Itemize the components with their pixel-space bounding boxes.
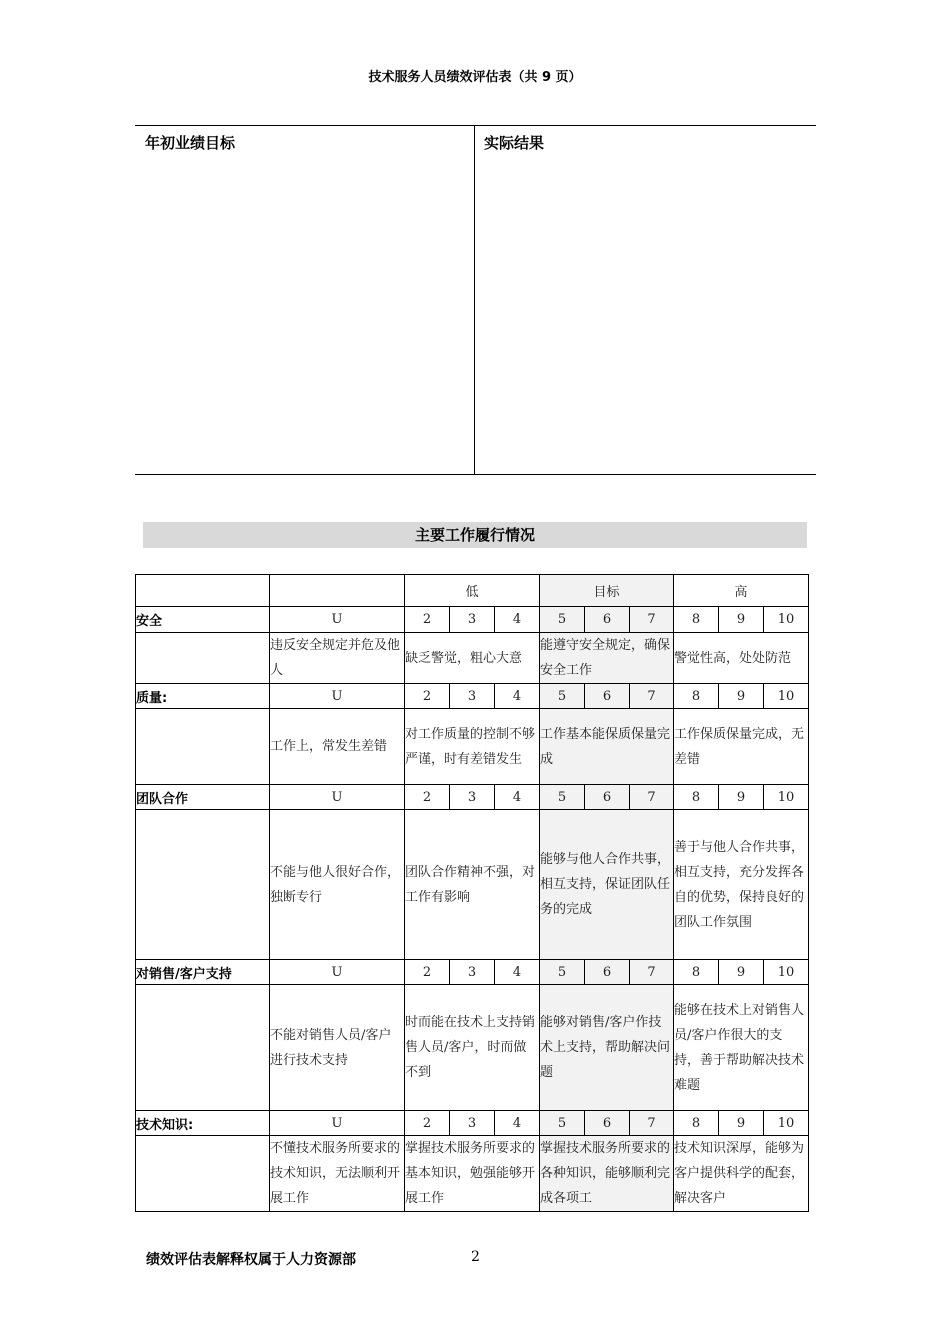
score-cell: U — [270, 607, 405, 633]
level-target: 目标 — [540, 575, 674, 607]
score-cell: 6 — [585, 684, 630, 709]
score-cell: U — [270, 785, 405, 810]
score-cell: 2 — [405, 785, 450, 810]
score-cell: 8 — [674, 960, 719, 985]
level-description: 工作基本能保质保量完成 — [540, 709, 674, 785]
score-cell: 9 — [719, 684, 764, 709]
score-cell: 4 — [495, 785, 540, 810]
description-row — [136, 1136, 809, 1212]
header-empty-cell — [270, 575, 405, 607]
score-cell: 9 — [719, 1111, 764, 1136]
score-cell: 4 — [495, 607, 540, 633]
level-description: 能够对销售/客户作技术上支持，帮助解决问题 — [540, 985, 674, 1111]
score-cell: 7 — [630, 785, 674, 810]
goals-divider — [474, 126, 475, 474]
score-row — [136, 1111, 809, 1136]
level-description: 不懂技术服务所要求的技术知识，无法顺利开展工作 — [270, 1136, 405, 1212]
level-description: 能够与他人合作共事，相互支持，保证团队任务的完成 — [540, 810, 674, 960]
score-cell: 10 — [764, 785, 809, 810]
score-cell: 9 — [719, 785, 764, 810]
score-cell: 3 — [450, 607, 495, 633]
level-description: 缺乏警觉，粗心大意 — [405, 633, 540, 684]
footer-note: 绩效评估表解释权属于人力资源部 — [146, 1252, 356, 1268]
score-cell: 7 — [630, 684, 674, 709]
description-empty-cell — [136, 810, 270, 960]
score-cell: 5 — [540, 607, 585, 633]
score-cell: U — [270, 960, 405, 985]
score-cell: 4 — [495, 684, 540, 709]
level-description: 时而能在技术上支持销售人员/客户，时而做不到 — [405, 985, 540, 1111]
score-cell: 4 — [495, 960, 540, 985]
level-header-row — [136, 575, 809, 607]
score-cell: 7 — [630, 1111, 674, 1136]
score-cell: 9 — [719, 960, 764, 985]
score-cell: 2 — [405, 1111, 450, 1136]
page-title: 技术服务人员绩效评估表（共 9 页） — [368, 70, 582, 85]
category-label: 团队合作 — [136, 785, 270, 810]
score-cell: 3 — [450, 1111, 495, 1136]
level-description: 工作上，常发生差错 — [270, 709, 405, 785]
level-description: 善于与他人合作共事，相互支持，充分发挥各自的优势，保持良好的团队工作氛围 — [674, 810, 809, 960]
score-cell: 5 — [540, 684, 585, 709]
goals-results-box — [135, 125, 816, 475]
annual-goals-label: 年初业绩目标 — [145, 134, 236, 152]
score-row — [136, 785, 809, 810]
level-description: 违反安全规定并危及他人 — [270, 633, 405, 684]
score-cell: 3 — [450, 684, 495, 709]
score-cell: 6 — [585, 785, 630, 810]
score-cell: 5 — [540, 1111, 585, 1136]
score-row — [136, 684, 809, 709]
description-row — [136, 810, 809, 960]
level-description: 掌握技术服务所要求的基本知识，勉强能够开展工作 — [405, 1136, 540, 1212]
score-cell: U — [270, 1111, 405, 1136]
score-cell: 10 — [764, 684, 809, 709]
score-cell: 6 — [585, 960, 630, 985]
description-empty-cell — [136, 985, 270, 1111]
score-cell: 6 — [585, 607, 630, 633]
description-empty-cell — [136, 1136, 270, 1212]
description-empty-cell — [136, 633, 270, 684]
score-cell: 10 — [764, 1111, 809, 1136]
score-cell: 6 — [585, 1111, 630, 1136]
description-row — [136, 985, 809, 1111]
score-cell: 2 — [405, 960, 450, 985]
header-empty-cell — [136, 575, 270, 607]
level-description: 团队合作精神不强，对工作有影响 — [405, 810, 540, 960]
performance-table — [135, 574, 809, 1212]
score-cell: 7 — [630, 960, 674, 985]
level-low: 低 — [405, 575, 540, 607]
level-description: 不能对销售人员/客户进行技术支持 — [270, 985, 405, 1111]
level-description: 能够在技术上对销售人员/客户作很大的支持，善于帮助解决技术难题 — [674, 985, 809, 1111]
level-description: 能遵守安全规定，确保安全工作 — [540, 633, 674, 684]
score-cell: 10 — [764, 607, 809, 633]
score-cell: U — [270, 684, 405, 709]
score-row — [136, 607, 809, 633]
score-cell: 4 — [495, 1111, 540, 1136]
level-description: 掌握技术服务所要求的各种知识，能够顺利完成各项工 — [540, 1136, 674, 1212]
score-cell: 3 — [450, 785, 495, 810]
score-cell: 7 — [630, 607, 674, 633]
score-cell: 9 — [719, 607, 764, 633]
score-row — [136, 960, 809, 985]
level-description: 工作保质保量完成，无差错 — [674, 709, 809, 785]
score-cell: 5 — [540, 785, 585, 810]
score-cell: 8 — [674, 1111, 719, 1136]
score-cell: 2 — [405, 684, 450, 709]
score-cell: 5 — [540, 960, 585, 985]
level-high: 高 — [674, 575, 809, 607]
category-label: 对销售/客户支持 — [136, 960, 270, 985]
category-label: 技术知识: — [136, 1111, 270, 1136]
score-cell: 10 — [764, 960, 809, 985]
description-row — [136, 709, 809, 785]
level-description: 不能与他人很好合作，独断专行 — [270, 810, 405, 960]
score-cell: 2 — [405, 607, 450, 633]
page-number: 2 — [471, 1249, 480, 1265]
score-cell: 3 — [450, 960, 495, 985]
description-empty-cell — [136, 709, 270, 785]
score-cell: 8 — [674, 607, 719, 633]
actual-results-label: 实际结果 — [484, 134, 545, 152]
level-description: 技术知识深厚，能够为客户提供科学的配套，解决客户 — [674, 1136, 809, 1212]
score-cell: 8 — [674, 785, 719, 810]
score-cell: 8 — [674, 684, 719, 709]
level-description: 对工作质量的控制不够严谨，时有差错发生 — [405, 709, 540, 785]
category-label: 质量: — [136, 684, 270, 709]
description-row — [136, 633, 809, 684]
section-title: 主要工作履行情况 — [143, 522, 807, 548]
level-description: 警觉性高，处处防范 — [674, 633, 809, 684]
category-label: 安全 — [136, 607, 270, 633]
